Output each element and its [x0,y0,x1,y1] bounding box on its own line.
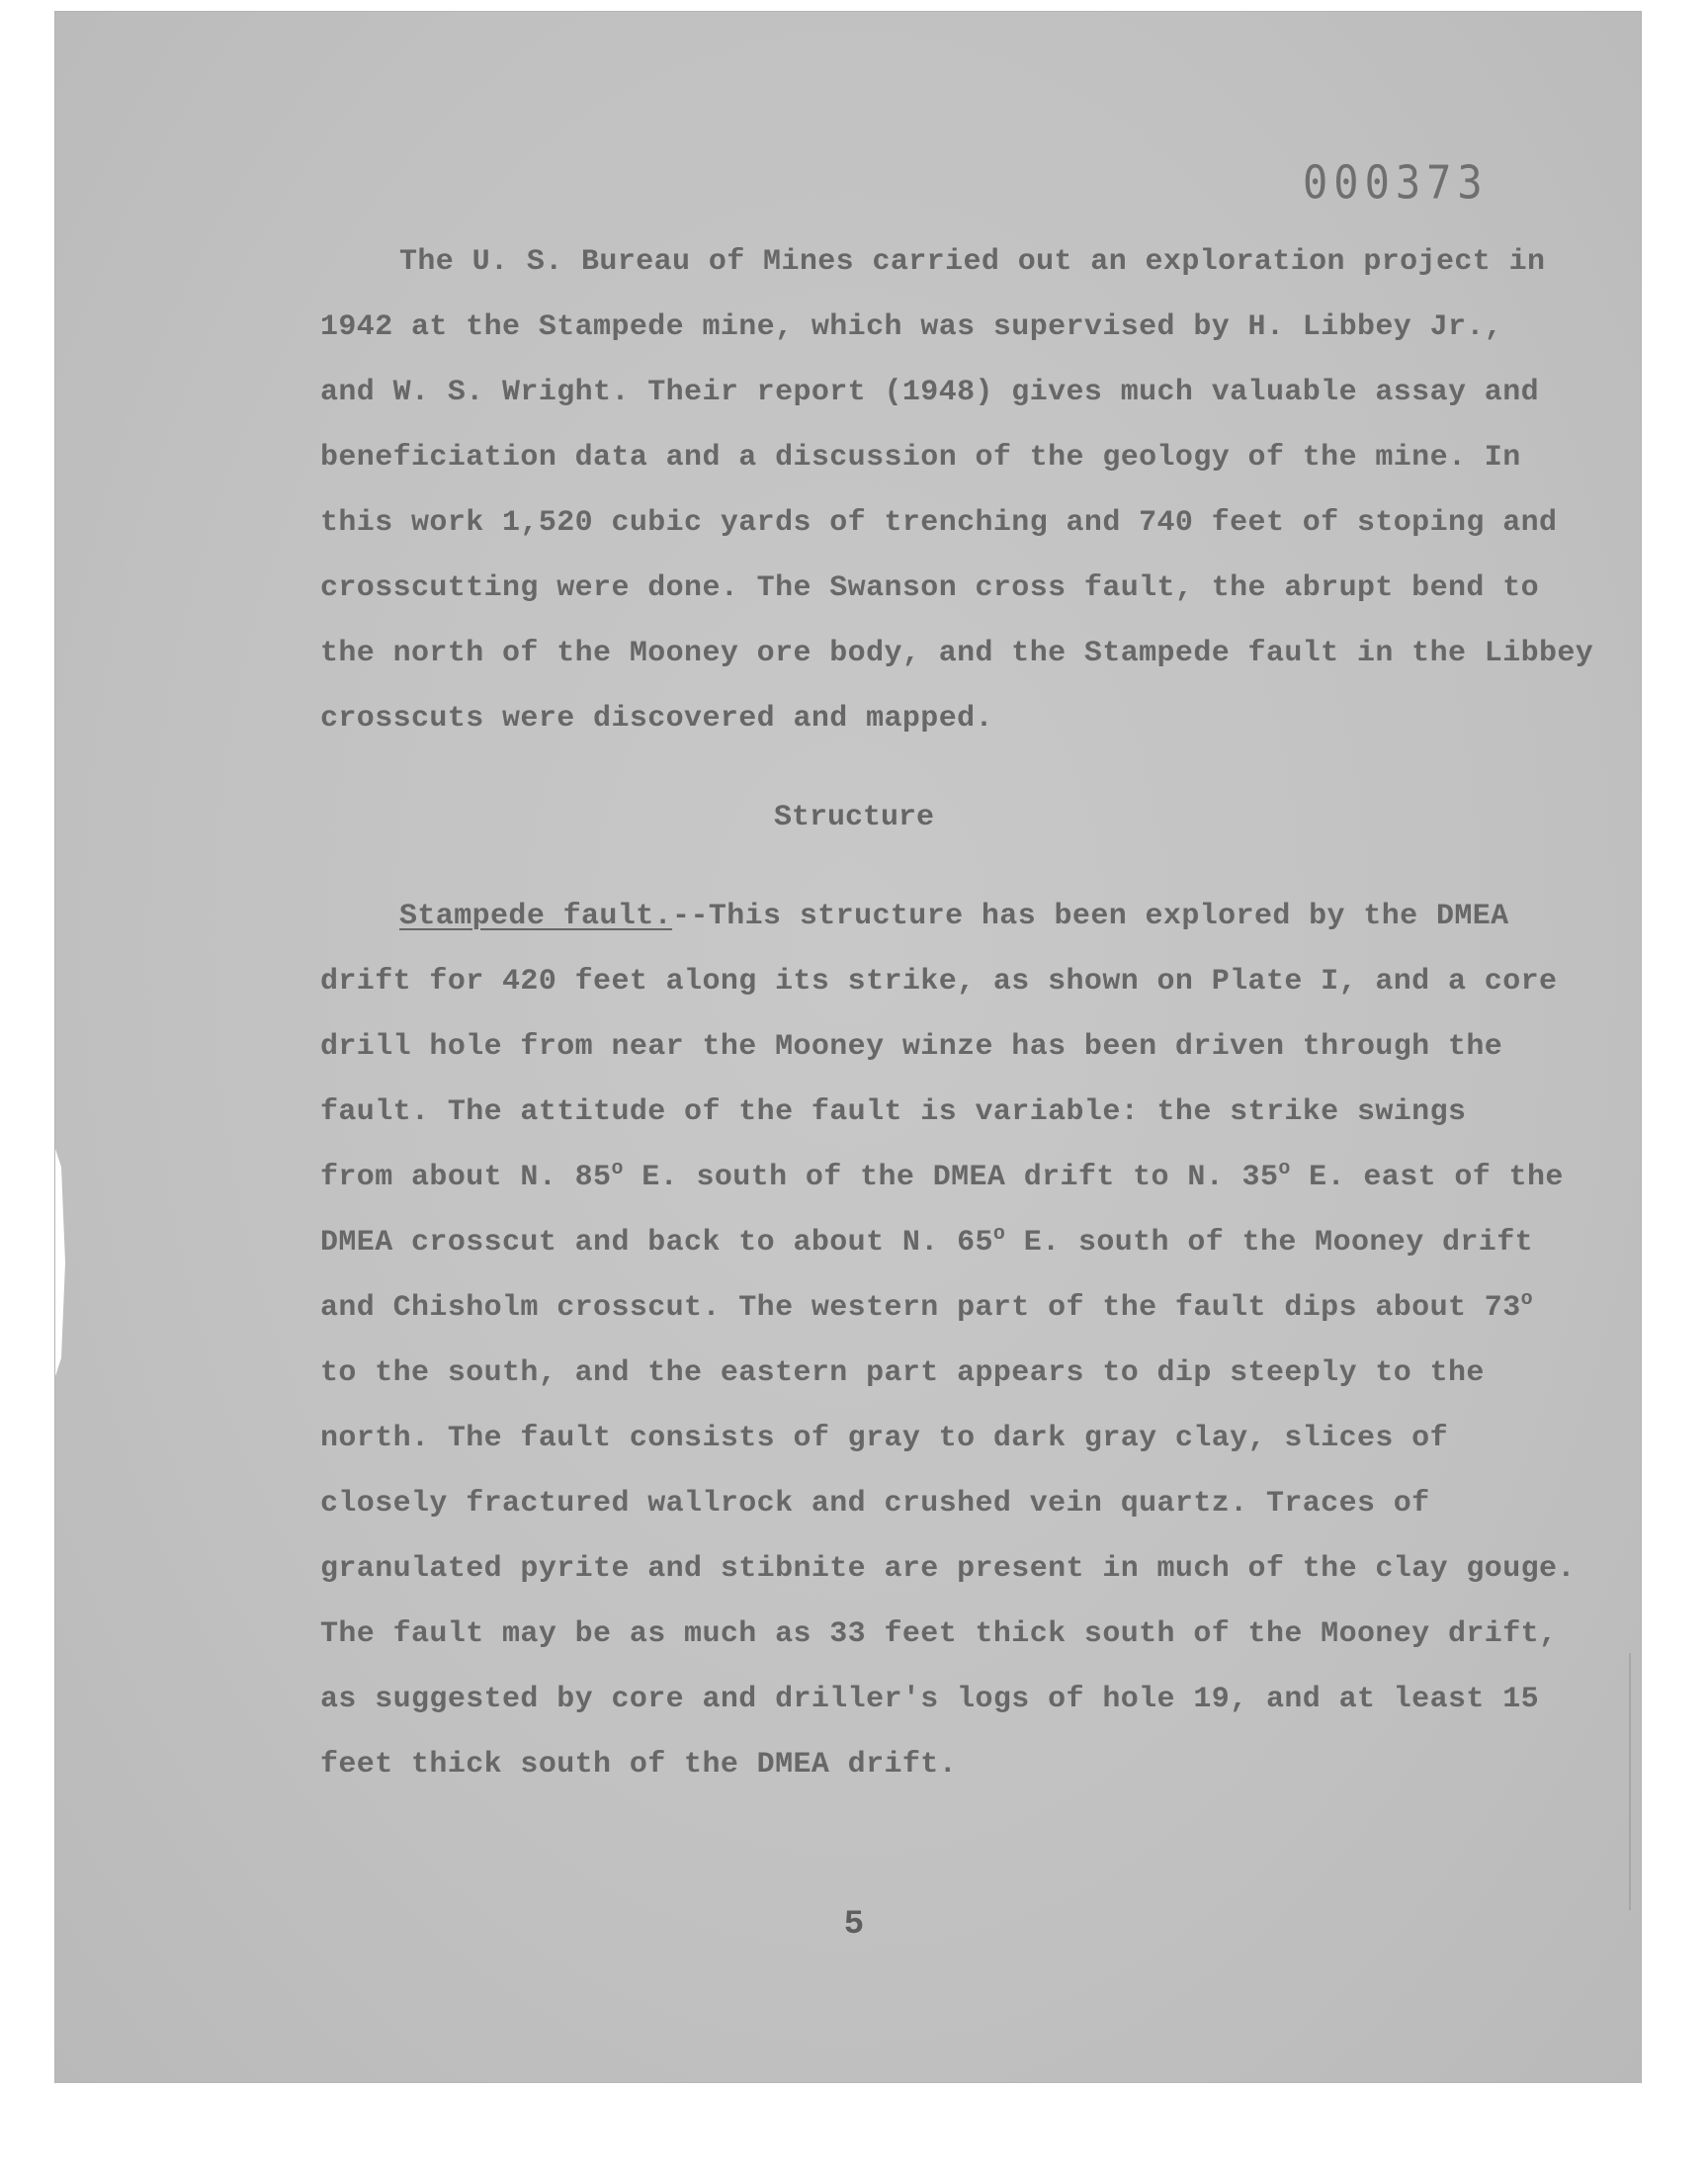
paragraph1-line-7: the north of the Mooney ore body, and the Stampede fault in the Libbey [320,637,1594,670]
page-edge-mark [1629,1653,1631,1910]
paragraph2-line-1-text: --This structure has been explored by the DMEA [672,900,1509,933]
paragraph1-line-2: 1942 at the Stampede mine, which was supervised by H. Libbey Jr., [320,310,1503,344]
paragraph1-line-8: crosscuts were discovered and mapped. [320,702,993,736]
strike-text-1b: E. south of the DMEA drift to N. 35 [623,1161,1279,1194]
paragraph2-line-12: The fault may be as much as 33 feet thick south of the Mooney drift, [320,1617,1558,1651]
paragraph2-line-2: drift for 420 feet along its strike, as shown on Plate I, and a core [320,965,1558,999]
paragraph2-line-1 [399,900,1509,933]
degree-symbol: o [1278,1158,1291,1180]
paragraph1-line-5: this work 1,520 cubic yards of trenching and 740 feet of stoping and [320,506,1558,540]
paragraph2-line-8: to the south, and the eastern part appears to dip steeply to the [320,1356,1485,1390]
paragraph2-line-6 [320,1223,1534,1260]
page-edge-notch [55,1149,65,1376]
document-stamp-number: 000373 [1303,155,1489,210]
degree-symbol: o [992,1223,1006,1246]
strike-text-1c: E. east of the [1290,1161,1564,1194]
degree-symbol: o [611,1158,624,1180]
dip-text: and Chisholm crosscut. The western part of the fault dips about 73 [320,1291,1521,1325]
paragraph2-line-9: north. The fault consists of gray to dark gray clay, slices of [320,1422,1448,1455]
paragraph1-line-1: The U. S. Bureau of Mines carried out an exploration project in [399,245,1546,279]
degree-symbol: o [1520,1288,1533,1311]
paragraph2-line-10: closely fractured wallrock and crushed vein quartz. Traces of [320,1487,1430,1521]
paragraph2-line-4: fault. The attitude of the fault is variable: the strike swings [320,1095,1467,1129]
paragraph1-line-4: beneficiation data and a discussion of the geology of the mine. In [320,441,1521,475]
paragraph2-line-11: granulated pyrite and stibnite are present in much of the clay gouge. [320,1552,1576,1586]
paragraph2-line-7 [320,1288,1533,1325]
strike-text-2a: DMEA crosscut and back to about N. 65 [320,1226,993,1260]
subheading-stampede-fault: Stampede fault. [399,900,673,933]
paragraph1-line-6: crosscutting were done. The Swanson cross fault, the abrupt bend to [320,571,1539,605]
paragraph2-line-3: drill hole from near the Mooney winze has been driven through the [320,1030,1503,1064]
strike-text-1a: from about N. 85 [320,1161,612,1194]
strike-text-2b: E. south of the Mooney drift [1005,1226,1534,1260]
paragraph2-line-13: as suggested by core and driller's logs of hole 19, and at least 15 [320,1683,1539,1716]
page-number: 5 [843,1906,865,1944]
paragraph1-line-3: and W. S. Wright. Their report (1948) gives much valuable assay and [320,376,1539,409]
paragraph2-line-14: feet thick south of the DMEA drift. [320,1748,958,1782]
paragraph2-line-5 [320,1158,1564,1194]
section-heading: Structure [773,801,935,834]
